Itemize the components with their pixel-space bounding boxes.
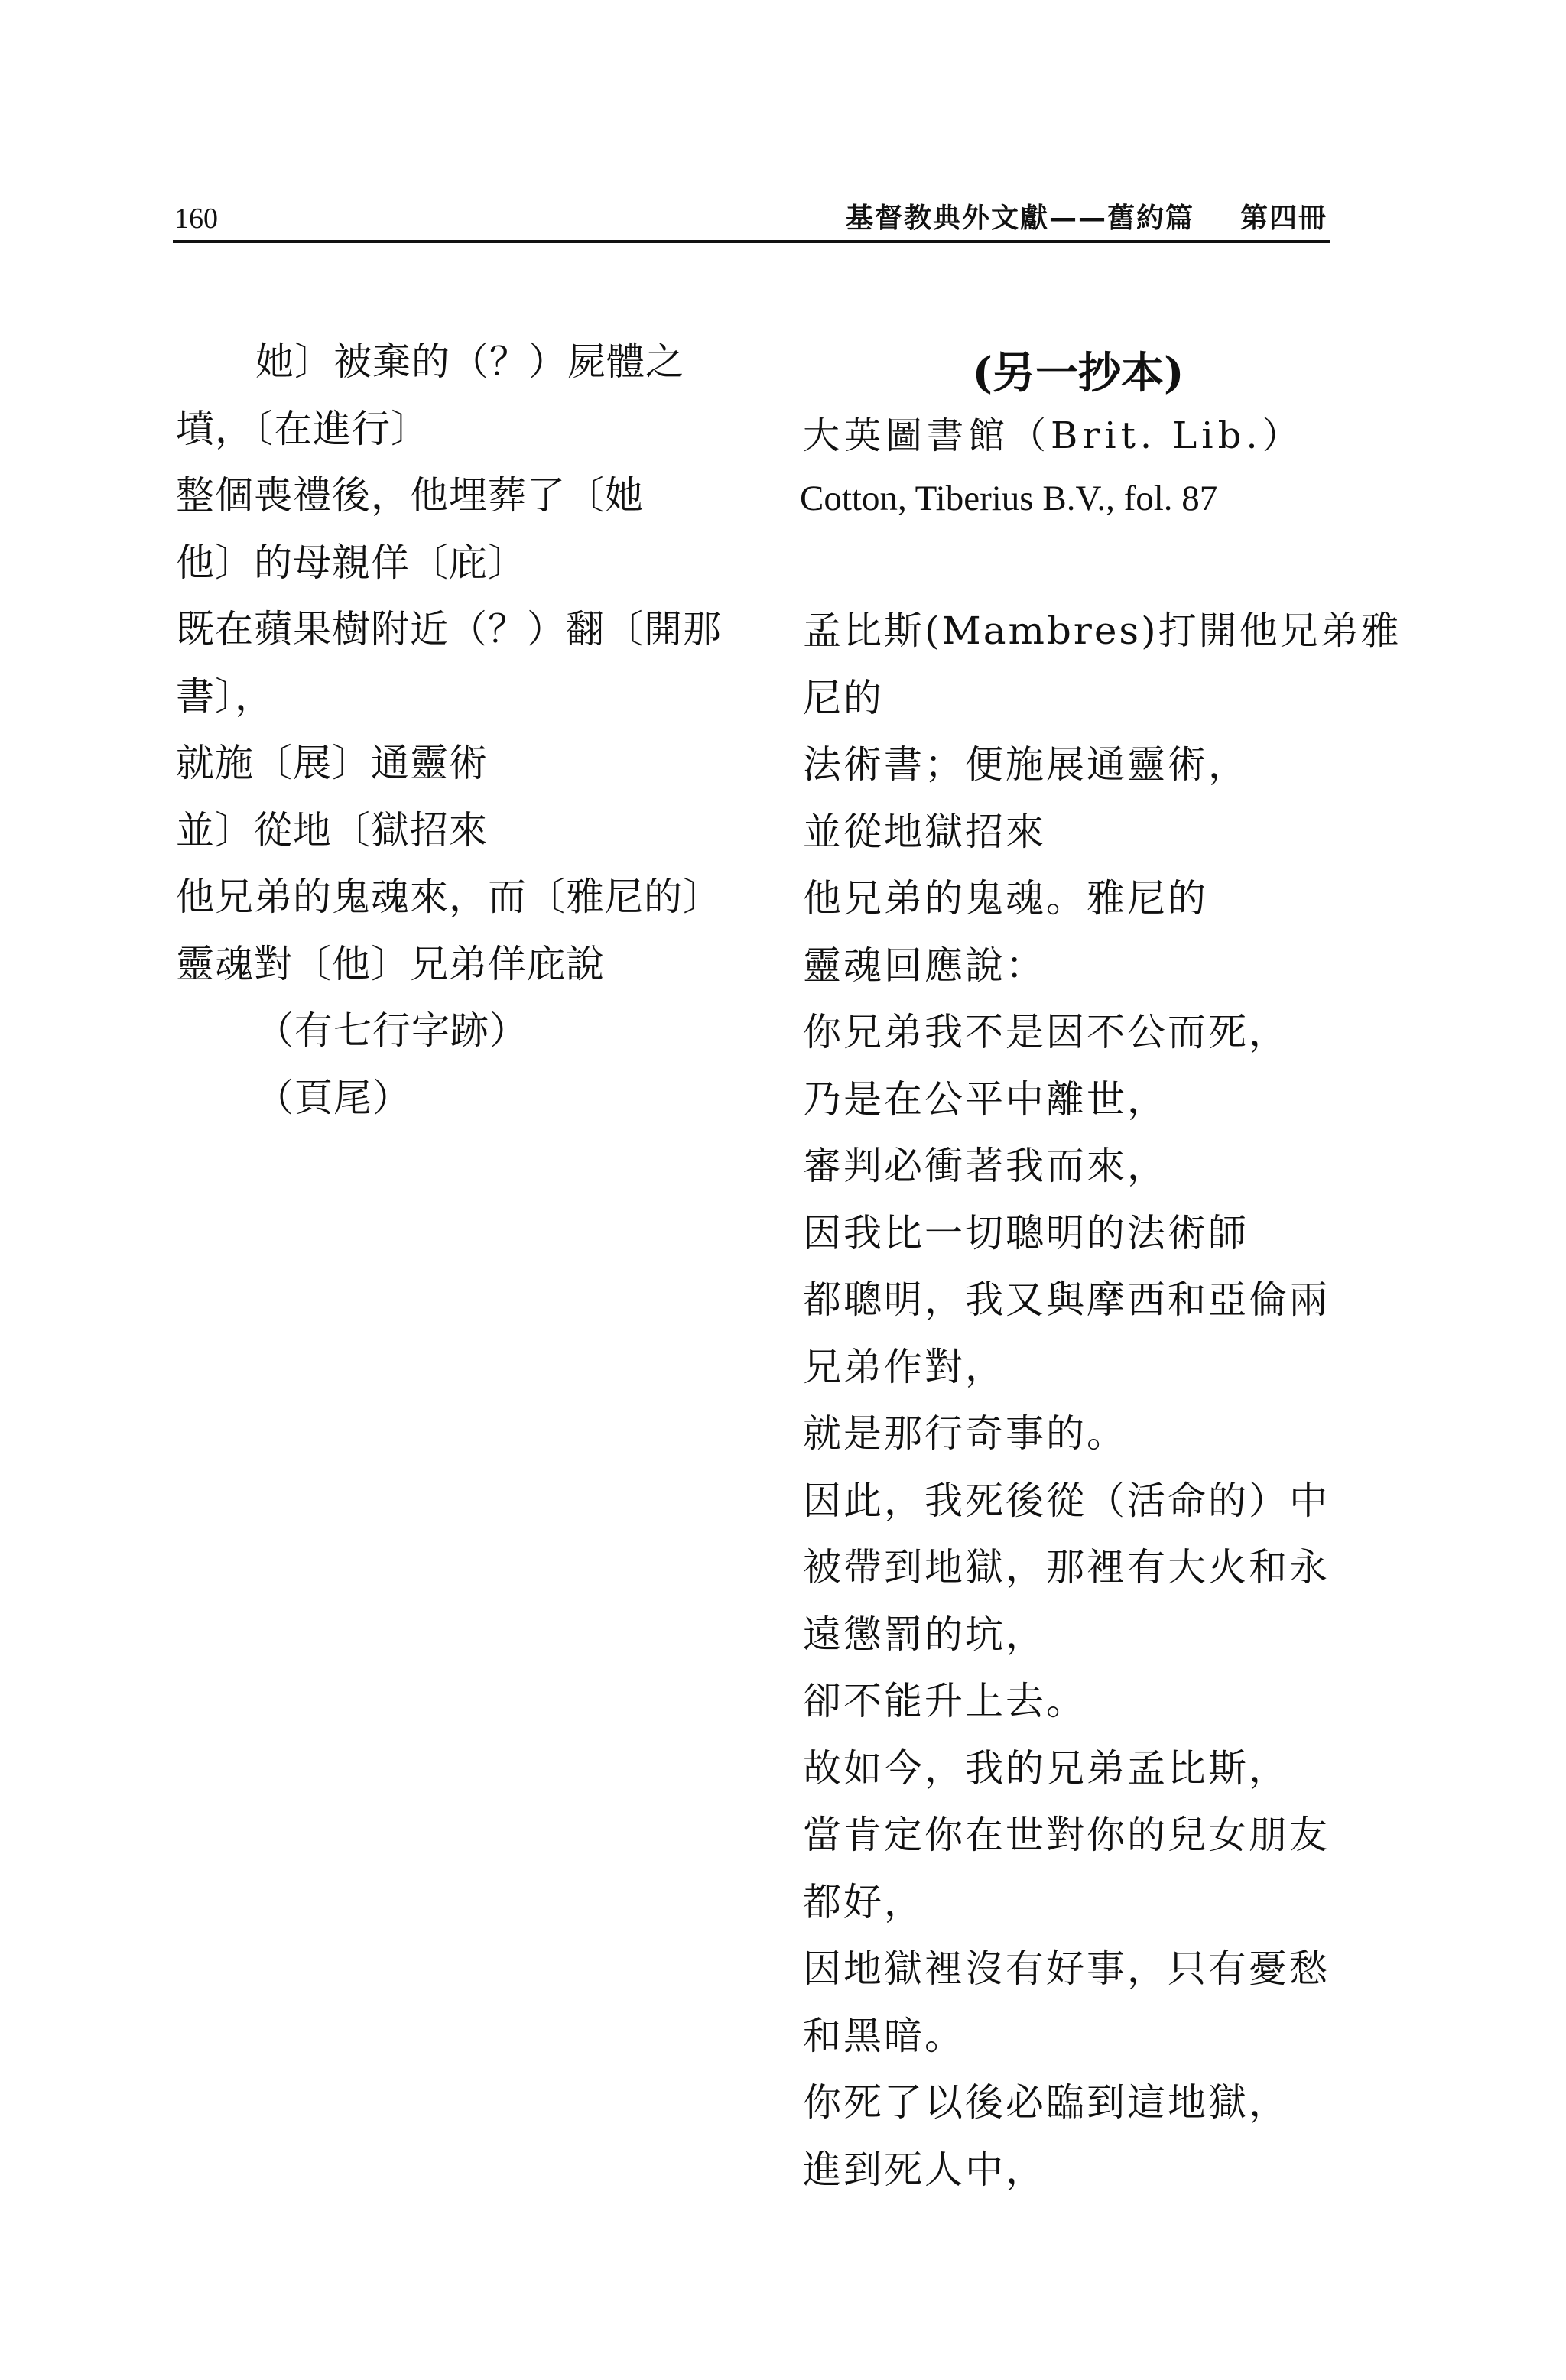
right-line: 因此，我死後從（活命的）中: [803, 1478, 1330, 1523]
right-line: 你兄弟我不是因不公而死，: [803, 1010, 1289, 1054]
right-line: 當肯定你在世對你的兒女朋友: [803, 1813, 1330, 1857]
right-line: 遠懲罰的坑，: [803, 1612, 1046, 1657]
left-note-line: （頁尾）: [255, 1075, 411, 1120]
right-line: 被帶到地獄，那裡有大火和永: [803, 1545, 1330, 1589]
right-line: 就是那行奇事的。: [803, 1411, 1127, 1456]
left-line: 整個喪禮後，他埋葬了〔她: [176, 473, 644, 518]
manuscript-reference: Cotton, Tiberius B.V., fol. 87: [800, 479, 1218, 518]
right-line: 和黑暗。: [803, 2013, 965, 2058]
right-line: 故如今，我的兄弟孟比斯，: [803, 1745, 1289, 1791]
right-line: 靈魂回應說：: [803, 943, 1046, 988]
running-head: [846, 200, 1327, 237]
right-line: 因地獄裡沒有好事，只有憂愁: [803, 1947, 1330, 1991]
copy-title: (另一抄本): [972, 348, 1184, 398]
right-line: 並從地獄招來: [803, 809, 1046, 854]
right-line: 卻不能升上去。: [803, 1679, 1087, 1723]
right-line: 都好，: [803, 1879, 924, 1924]
right-line: 他兄弟的鬼魂。雅尼的: [803, 876, 1208, 921]
right-line: 尼的: [803, 675, 884, 720]
left-line: 既在蘋果樹附近（？）翻〔開那: [176, 607, 722, 651]
left-line: 他兄弟的鬼魂來，而〔雅尼的〕: [176, 875, 722, 919]
right-column: [803, 598, 1402, 2203]
right-line: 因我比一切聰明的法術師: [803, 1210, 1249, 1255]
source-library: 大英圖書館（Brit. Lib.）: [803, 414, 1304, 457]
header-rule: [173, 240, 1330, 243]
left-line: 靈魂對〔他〕兄弟佯庇說: [176, 941, 605, 986]
left-line: 書〕，: [176, 674, 274, 719]
right-line: 兄弟作對，: [803, 1344, 1006, 1389]
right-line: 進到死人中，: [803, 2147, 1046, 2192]
right-line: 孟比斯(Mambres)打開他兄弟雅: [803, 609, 1402, 653]
page-number: 160: [174, 203, 218, 235]
left-note-line: （有七行字跡）: [255, 1008, 528, 1053]
book-title: 基督教典外文獻——舊約篇: [845, 203, 1194, 234]
right-line: 乃是在公平中離世，: [803, 1076, 1168, 1122]
left-line: 墳，〔在進行〕: [176, 406, 430, 451]
left-line: 並〕從地〔獄招來: [176, 807, 488, 852]
right-line: 審判必衝著我而來，: [803, 1144, 1168, 1188]
right-line: 法術書；便施展通靈術，: [803, 742, 1249, 787]
volume-label: 第四冊: [1239, 203, 1327, 234]
right-line: 都聰明，我又與摩西和亞倫兩: [803, 1278, 1330, 1322]
right-line: 你死了以後必臨到這地獄，: [803, 2080, 1289, 2125]
left-column: [176, 329, 772, 1132]
left-line: 就施〔展〕通靈術: [176, 741, 488, 785]
left-line: 她〕被棄的（？）屍體之: [255, 339, 684, 384]
left-line: 他〕的母親佯〔庇〕: [176, 540, 527, 585]
